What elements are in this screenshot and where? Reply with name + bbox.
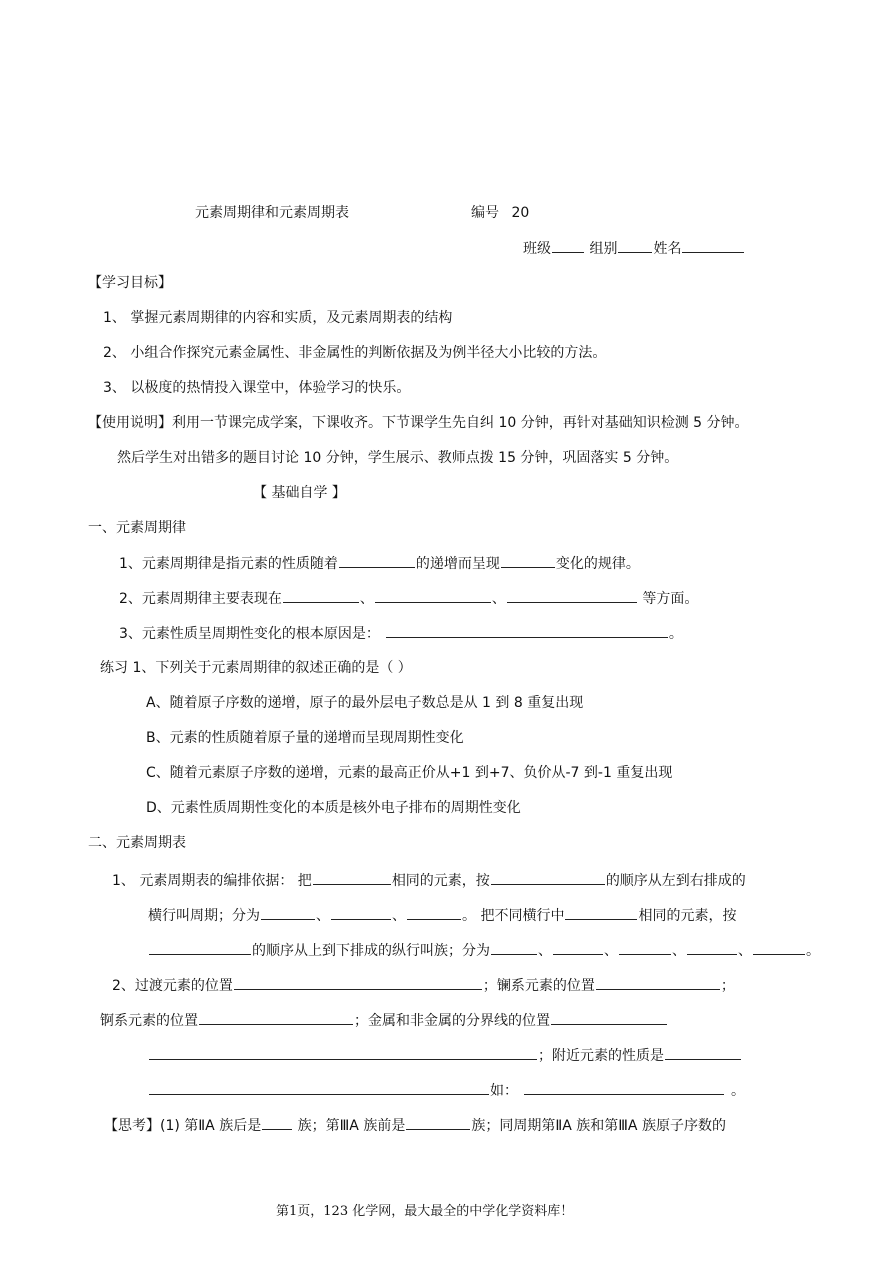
period-blank-1[interactable] xyxy=(261,905,315,920)
goal-item: 3、 以极度的热情投入课堂中，体验学习的快乐。 xyxy=(103,380,411,396)
think-blank-1[interactable] xyxy=(262,1115,292,1130)
question-1 xyxy=(119,553,640,573)
think-line xyxy=(104,1115,726,1135)
sep: 、 xyxy=(392,908,406,924)
q2-blank-3[interactable] xyxy=(507,588,637,603)
q2-text-end: 等方面。 xyxy=(637,591,699,607)
p1-text-c: 的顺序从左到右排成的 xyxy=(605,873,746,889)
usage-label: 【使用说明】 xyxy=(88,415,172,431)
section2-p2-line4 xyxy=(148,1080,745,1100)
sep: 、 xyxy=(316,908,330,924)
section2-p1-line3 xyxy=(148,940,820,960)
think-blank-2[interactable] xyxy=(406,1115,470,1130)
sep: 、 xyxy=(738,943,752,959)
usage-line-1 xyxy=(88,413,749,433)
q2-sep-2: 、 xyxy=(491,591,506,607)
p1-blank-1[interactable] xyxy=(313,870,391,885)
example-blank[interactable] xyxy=(524,1080,724,1095)
code-label xyxy=(471,203,529,223)
period-blank-3[interactable] xyxy=(407,905,461,920)
q1-blank-1[interactable] xyxy=(339,553,415,568)
q1-text-c: 变化的规律。 xyxy=(555,556,640,572)
dot: 。 xyxy=(806,943,820,959)
p2-text-a: 2、过渡元素的位置 xyxy=(112,978,233,994)
p1-text-g: 的顺序从上到下排成的纵行叫族；分为 xyxy=(252,943,490,959)
goal-item: 2、 小组合作探究元素金属性、非金属性的判断依据及为例半径大小比较的方法。 xyxy=(103,345,607,361)
group-blank-4[interactable] xyxy=(687,940,737,955)
section2-p1-line1 xyxy=(112,870,746,890)
think-text-c: 族；同周期第ⅡA 族和第ⅢA 族原子序数的 xyxy=(471,1118,726,1134)
option-a: A、随着原子序数的递增，原子的最外层电子数总是从 1 到 8 重复出现 xyxy=(146,695,584,711)
usage-line-2: 然后学生对出错多的题目讨论 10 分钟，学生展示、教师点拨 15 分钟，巩固落实 5 分钟。 xyxy=(117,450,679,466)
q3-text-a: 3、元素性质呈周期性变化的根本原因是： xyxy=(119,626,380,642)
student-info xyxy=(523,238,745,258)
q2-sep-1: 、 xyxy=(359,591,374,607)
p2-text-f: ；附近元素的性质是 xyxy=(538,1048,664,1064)
p1-blank-2[interactable] xyxy=(491,870,605,885)
option-b: B、元素的性质随着原子量的递增而呈现周期性变化 xyxy=(146,730,464,746)
period-blank-2[interactable] xyxy=(331,905,391,920)
section1-heading: 一、元素周期律 xyxy=(88,520,186,536)
sep: 、 xyxy=(672,943,686,959)
p2-text-e: ；金属和非金属的分界线的位置 xyxy=(354,1013,550,1029)
boundary-blank-2[interactable] xyxy=(149,1045,537,1060)
property-blank-1[interactable] xyxy=(665,1045,741,1060)
question-2 xyxy=(119,588,698,608)
group-blank-5[interactable] xyxy=(753,940,805,955)
p2-text-h: 。 xyxy=(731,1083,745,1099)
section2-p1-line2 xyxy=(148,905,736,925)
actinide-blank[interactable] xyxy=(199,1010,353,1025)
transition-blank[interactable] xyxy=(234,975,482,990)
p1-text-a: 1、 元素周期表的编排依据： 把 xyxy=(112,873,312,889)
option-d: D、元素性质周期性变化的本质是核外电子排布的周期性变化 xyxy=(146,800,521,816)
boundary-blank-1[interactable] xyxy=(551,1010,667,1025)
p1-text-d: 横行叫周期；分为 xyxy=(148,908,260,924)
p2-text-d: 锕系元素的位置 xyxy=(100,1013,198,1029)
p2-text-c: ； xyxy=(720,978,735,994)
class-blank[interactable] xyxy=(552,238,584,253)
code-label-text: 编号 xyxy=(471,205,499,221)
name-label: 姓名 xyxy=(653,241,682,257)
option-c: C、随着元素原子序数的递增，元素的最高正价从+1 到+7、负价从-7 到-1 重复出现 xyxy=(146,765,673,781)
sep: 、 xyxy=(538,943,552,959)
name-blank[interactable] xyxy=(682,238,744,253)
section2-p2-line3 xyxy=(148,1045,742,1065)
q3-blank[interactable] xyxy=(386,623,668,638)
p1-blank-3[interactable] xyxy=(565,905,637,920)
exercise-question: 练习 1、下列关于元素周期律的叙述正确的是（ ） xyxy=(100,660,412,676)
group-blank-2[interactable] xyxy=(553,940,603,955)
p1-text-b: 相同的元素，按 xyxy=(391,873,490,889)
goal-item: 1、 掌握元素周期律的内容和实质，及元素周期表的结构 xyxy=(103,310,453,326)
q1-text-b: 的递增而呈现 xyxy=(415,556,500,572)
think-label: 【思考】 xyxy=(104,1118,160,1134)
section2-p2-line1 xyxy=(112,975,735,995)
code-value: 20 xyxy=(511,205,530,221)
q2-blank-1[interactable] xyxy=(283,588,359,603)
page-footer: 第1页，123 化学网，最大最全的中学化学资料库！ xyxy=(276,1204,574,1219)
section2-heading: 二、元素周期表 xyxy=(88,835,186,851)
group-blank-3[interactable] xyxy=(619,940,671,955)
usage-text-1: 利用一节课完成学案，下课收齐。下节课学生先自纠 10 分钟，再针对基础知识检测 5 分钟。 xyxy=(172,415,749,431)
question-3 xyxy=(119,623,683,643)
p2-text-g: 如： xyxy=(490,1083,518,1099)
page-title: 元素周期律和元素周期表 xyxy=(195,205,349,221)
goals-heading: 【学习目标】 xyxy=(88,275,172,291)
p1-blank-4[interactable] xyxy=(149,940,251,955)
lanthanide-blank[interactable] xyxy=(596,975,720,990)
think-text-b: 族；第ⅢA 族前是 xyxy=(293,1118,406,1134)
class-label: 班级 xyxy=(523,241,551,257)
p1-text-e: 。 把不同横行中 xyxy=(462,908,565,924)
group-blank-1[interactable] xyxy=(491,940,537,955)
group-label: 组别 xyxy=(589,241,618,257)
q2-blank-2[interactable] xyxy=(375,588,491,603)
p1-text-f: 相同的元素，按 xyxy=(638,908,737,924)
property-blank-2[interactable] xyxy=(149,1080,489,1095)
q2-text-a: 2、元素周期律主要表现在 xyxy=(119,591,282,607)
section2-p2-line2 xyxy=(100,1010,668,1030)
q1-text-a: 1、元素周期律是指元素的性质随着 xyxy=(119,556,338,572)
p2-text-b: ；镧系元素的位置 xyxy=(482,978,595,994)
think-text-a: (1) 第ⅡA 族后是 xyxy=(160,1118,262,1134)
q1-blank-2[interactable] xyxy=(501,553,555,568)
q3-text-end: 。 xyxy=(668,626,683,642)
sep: 、 xyxy=(604,943,618,959)
group-blank[interactable] xyxy=(618,238,652,253)
self-study-heading: 【 基础自学 】 xyxy=(253,485,346,501)
